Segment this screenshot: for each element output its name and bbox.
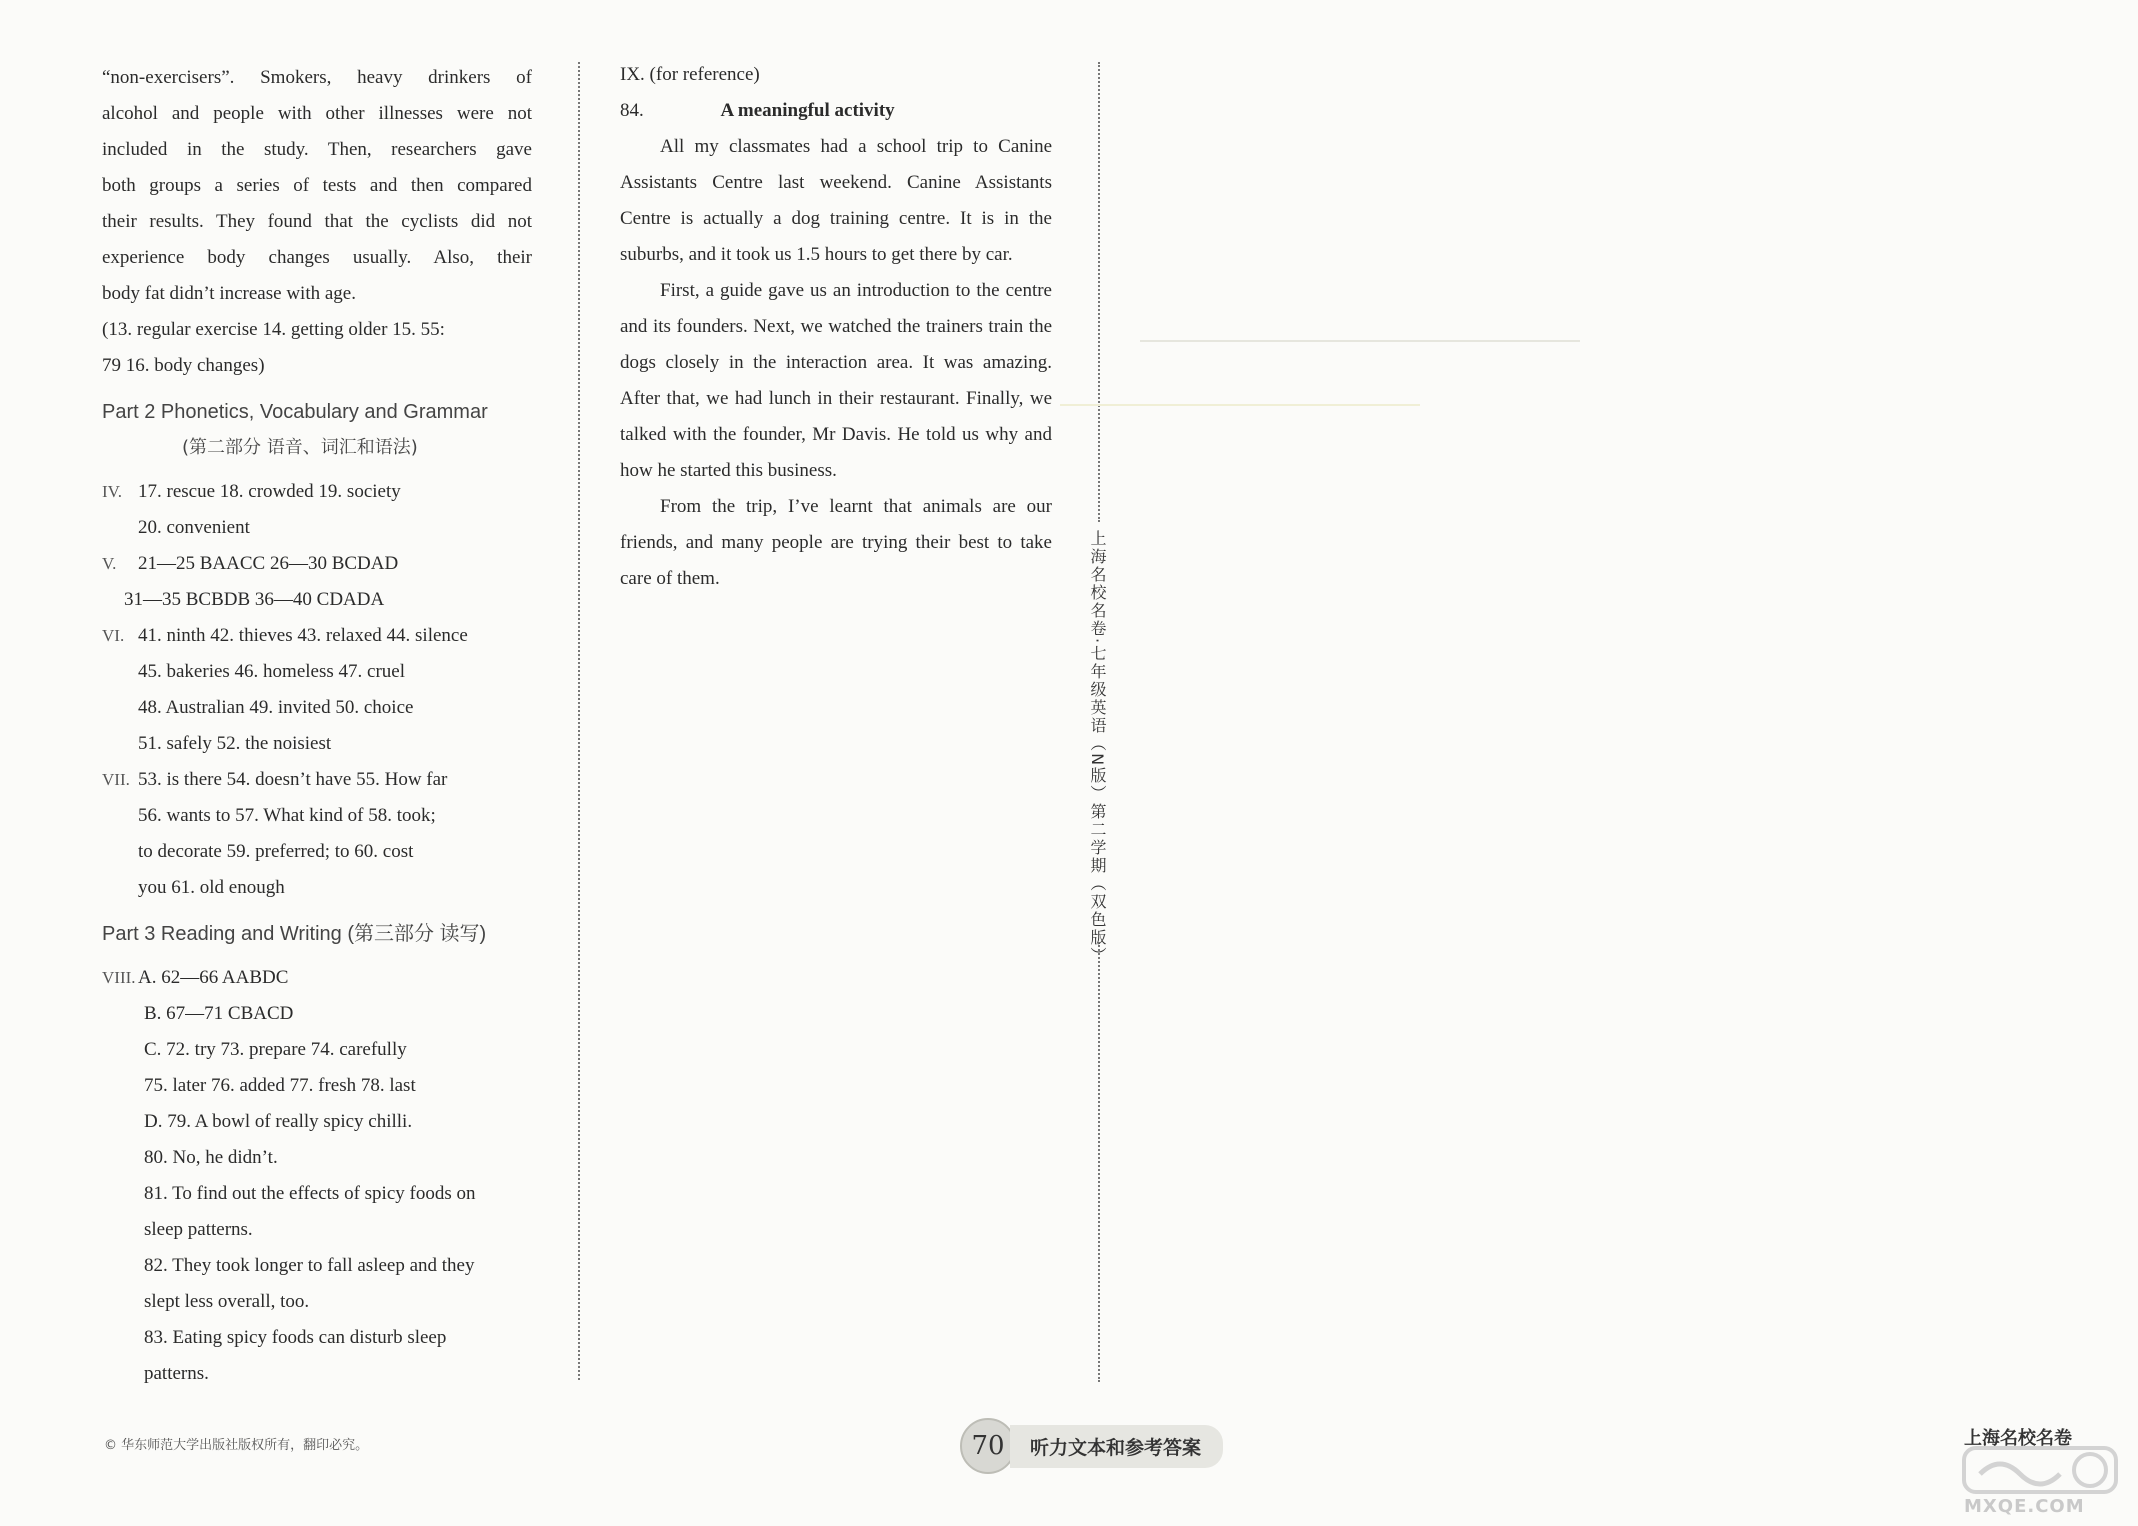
- essay-paragraph: All my classmates had a school trip to Canine Assistants Centre last weekend. Canine Assistants Centre is actually a dog training centre. It is in the suburbs, and it took us 1.5 hours to get there by car.: [620, 136, 1052, 265]
- roman-numeral: V.: [102, 554, 117, 573]
- answer-line: to decorate 59. preferred; to 60. cost: [138, 841, 414, 862]
- text-line: their results. They found that the cyclists did not: [102, 211, 532, 232]
- essay-paragraph: First, a guide gave us an introduction to the centre and its founders. Next, we watched the trainers train the dogs closely in the interaction area. It was amazing. After that, we had lunch in their restaurant. Finally, we talked with the founder, Mr Davis. He told us why and how he started this business.: [620, 280, 1052, 481]
- roman-numeral: VI.: [102, 626, 125, 645]
- answer-line: A. 62—66 AABDC: [138, 967, 289, 988]
- page-badge: [960, 1418, 1223, 1474]
- text-line: both groups a series of tests and then compared: [102, 175, 532, 196]
- essay-paragraph: From the trip, I’ve learnt that animals are our friends, and many people are trying their best to take care of them.: [620, 496, 1052, 589]
- brand-title: 上海名校名卷: [1964, 1428, 2072, 1449]
- answer-line: 45. bakeries 46. homeless 47. cruel: [138, 661, 405, 682]
- question-number: 84.: [620, 100, 644, 121]
- answer-line: 20. convenient: [138, 517, 250, 538]
- text-line: experience body changes usually. Also, their: [102, 247, 532, 268]
- answer-line: 75. later 76. added 77. fresh 78. last: [144, 1075, 416, 1096]
- answer-line: 81. To find out the effects of spicy foods on: [144, 1183, 476, 1204]
- spine-text: 上海名校名卷·七年级英语（N版）第二学期（双色版）: [1088, 530, 1107, 966]
- answer-line: you 61. old enough: [138, 877, 285, 898]
- answer-line: 21—25 BAACC 26—30 BCDAD: [138, 553, 399, 574]
- essay-title-line: [620, 93, 1052, 129]
- answer-line: 82. They took longer to fall asleep and they: [144, 1255, 475, 1276]
- section-viii: [102, 960, 532, 996]
- text-line: included in the study. Then, researchers gave: [102, 139, 532, 160]
- part-3-heading: Part 3 Reading and Writing (第三部分 读写): [102, 923, 487, 945]
- watermark-text: MXQE.COM: [1964, 1496, 2085, 1517]
- answer-line: patterns.: [144, 1363, 209, 1384]
- answer-line: (13. regular exercise 14. getting older 15. 55:: [102, 319, 445, 340]
- answer-line: 51. safely 52. the noisiest: [138, 733, 332, 754]
- section-iv: [102, 474, 532, 510]
- section-vii: [102, 762, 532, 798]
- text-line: body fat didn’t increase with age.: [102, 283, 356, 304]
- text-line: “non-exercisers”. Smokers, heavy drinkers of: [102, 67, 532, 88]
- part-2-subheading: (第二部分 语音、词汇和语法): [182, 437, 418, 458]
- section-title: 听力文本和参考答案: [1010, 1425, 1223, 1468]
- roman-numeral: IV.: [102, 482, 122, 501]
- part-2-heading: Part 2 Phonetics, Vocabulary and Grammar: [102, 401, 488, 423]
- answer-line: D. 79. A bowl of really spicy chilli.: [144, 1111, 413, 1132]
- page-number: 70: [960, 1418, 1016, 1474]
- copyright-notice: © 华东师范大学出版社版权所有，翻印必究。: [104, 1438, 369, 1453]
- answer-line: 17. rescue 18. crowded 19. society: [138, 481, 401, 502]
- column-divider: [578, 62, 580, 1380]
- section-v: [102, 546, 532, 582]
- answer-line: 79 16. body changes): [102, 355, 265, 376]
- essay-title: A meaningful activity: [720, 100, 895, 121]
- answer-line: slept less overall, too.: [144, 1291, 310, 1312]
- answer-line: 56. wants to 57. What kind of 58. took;: [138, 805, 436, 826]
- answer-line: 41. ninth 42. thieves 43. relaxed 44. silence: [138, 625, 468, 646]
- scan-artifact: [1140, 340, 1580, 342]
- answer-line: 83. Eating spicy foods can disturb sleep: [144, 1327, 447, 1348]
- roman-numeral: VIII.: [102, 968, 136, 987]
- column-divider: [1098, 942, 1100, 1382]
- answer-line: sleep patterns.: [144, 1219, 253, 1240]
- answer-line: 53. is there 54. doesn’t have 55. How far: [138, 769, 448, 790]
- answer-line: 80. No, he didn’t.: [144, 1147, 278, 1168]
- answer-line: B. 67—71 CBACD: [144, 1003, 294, 1024]
- section-ix-heading: IX. (for reference): [620, 64, 760, 85]
- section-vi: [102, 618, 532, 654]
- scan-artifact: [1060, 404, 1420, 406]
- answer-line: 48. Australian 49. invited 50. choice: [138, 697, 414, 718]
- answer-line: 31—35 BCBDB 36—40 CDADA: [124, 589, 385, 610]
- text-line: alcohol and people with other illnesses were not: [102, 103, 532, 124]
- column-divider: [1098, 62, 1100, 522]
- left-column: [102, 60, 532, 1392]
- middle-column: [620, 57, 1052, 597]
- roman-numeral: VII.: [102, 770, 130, 789]
- answer-line: C. 72. try 73. prepare 74. carefully: [144, 1039, 407, 1060]
